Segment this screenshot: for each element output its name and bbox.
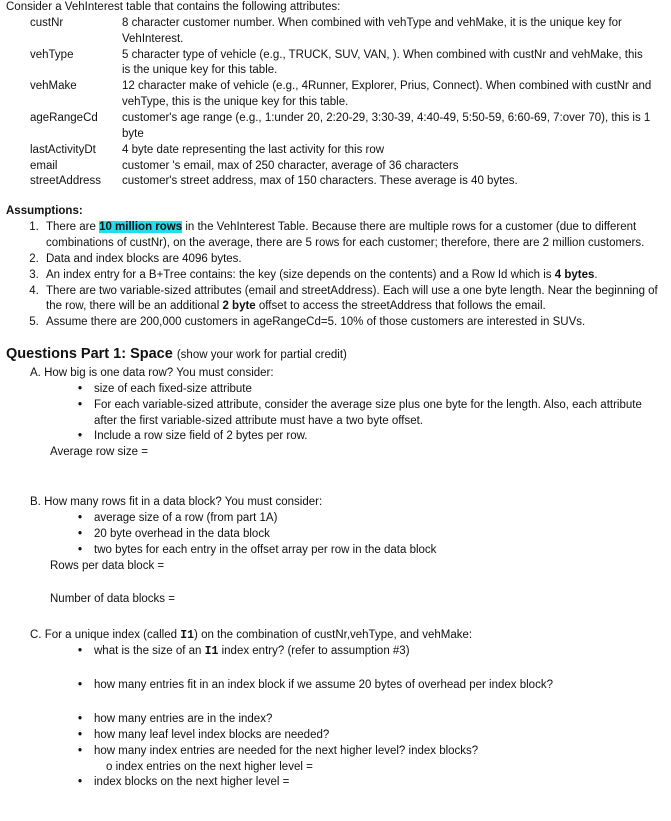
attribute-name: email [30,159,58,172]
bold-text: 2 byte [222,300,256,313]
list-item: • how many entries fit in an index block if we assume 20 bytes of overhead per index block? [94,678,666,694]
attribute-name: lastActivityDt [30,143,96,156]
attribute-row [30,79,652,111]
assumption-text: . [594,268,598,281]
part-b [30,495,666,608]
question-text: what is the size of an [94,645,205,658]
assumptions-heading: Assumptions: [6,205,83,218]
assumptions-list [6,220,666,331]
bold-text: 4 bytes [554,268,595,281]
attribute-desc: customer's age range (e.g., 1:under 20, 2:20-29, 3:30-39, 4:40-49, 5:50-59, 6:60-69, 7:over 70), this is 1 byte [122,112,651,140]
attribute-desc: 8 character customer number. When combined with vehType and vehMake, it is the unique key for VehInterest. [122,16,622,45]
part-c-list [30,775,666,791]
attribute-desc: 5 character type of vehicle (e.g., TRUCK, SUV, VAN, ). When combined with custNr and vehMake, this is the unique key for this table. [122,48,643,77]
attribute-row [30,16,652,48]
attribute-table [30,16,652,190]
part-b-list [30,511,666,559]
part-c [30,628,666,791]
list-item [94,644,666,660]
assumption-item: 2. Data and index blocks are 4096 bytes. [42,252,666,268]
part-c-heading [30,628,666,644]
list-item: • For each variable-sized attribute, consider the average size plus one byte for the length. Also, each attribute after the first variable-sized attribute must have a two byte offset. [94,398,666,430]
list-item: • Include a row size field of 2 bytes per row. [94,429,666,445]
list-item: • how many entries are in the index? [94,712,666,728]
index-name: I1 [180,629,195,643]
assumption-text: in the VehInterest Table. Because there are multiple rows for a customer (due to different combinations of custNr), on the average, there are 5 rows for each customer; therefore, there are 2 million customers. [46,221,645,250]
list-item: • index blocks on the next higher level = [94,775,666,791]
attribute-desc: customer's street address, max of 150 characters. These average is 40 bytes. [122,175,518,188]
assumption-text: offset to access the streetAddress that follows the email. [255,300,546,313]
part-c-list [30,712,666,760]
part-question-post: ) on the combination of custNr,vehType, and vehMake: [194,629,473,642]
assumption-item [42,220,666,252]
attribute-name: streetAddress [30,175,101,188]
document-page [6,0,666,791]
part-c-list [30,644,666,660]
attribute-name: custNr [30,16,64,29]
attribute-row [30,48,652,80]
number-of-data-blocks-answer: Number of data blocks = [50,593,175,606]
part-a-heading [30,366,666,382]
attribute-row [30,159,652,175]
part-a [30,366,666,461]
questions-subtitle: (show your work for partial credit) [176,349,347,362]
index-name: I1 [204,645,219,659]
list-item: • how many index entries are needed for the next higher level? index blocks? [94,744,666,760]
part-label: C. [30,629,42,642]
attribute-row [30,143,652,159]
part-question: How big is one data row? You must consider: [44,367,274,380]
attribute-name: vehMake [30,80,77,93]
attribute-desc: 4 byte date representing the last activity for this row [122,143,385,156]
attribute-name: vehType [30,48,74,61]
list-item: • two bytes for each entry in the offset array per row in the data block [94,543,666,559]
list-item: • 20 byte overhead in the data block [94,527,666,543]
assumption-item [42,284,666,316]
average-row-size-answer: Average row size = [50,446,148,459]
assumption-item [42,268,666,284]
part-b-heading [30,495,666,511]
attribute-name: ageRangeCd [30,112,98,125]
part-question: How many rows fit in a data block? You must consider: [44,496,323,509]
list-item: • how many leaf level index blocks are needed? [94,728,666,744]
attribute-desc: customer 's email, max of 250 character, average of 36 characters [122,159,459,172]
part-label: A. [30,367,41,380]
rows-per-block-answer: Rows per data block = [50,559,165,572]
assumption-text: An index entry for a B+Tree contains: the key (size depends on the contents) and a Row Id which is [46,268,555,281]
question-text: index entry? (refer to assumption #3) [218,645,410,658]
intro-text: Consider a VehInterest table that contains the following attributes: [6,1,341,13]
assumption-item: 5. Assume there are 200,000 customers in ageRangeCd=5. 10% of those customers are interested in SUVs. [42,315,666,331]
list-item: • size of each fixed-size attribute [94,382,666,398]
part-a-list [30,382,666,445]
part-label: B. [30,496,41,509]
part-c-list [30,678,666,694]
questions-heading [6,345,666,364]
assumption-text: There are [46,221,100,234]
sub-item: o index entries on the next higher level = [106,760,313,773]
list-item: • average size of a row (from part 1A) [94,511,666,527]
highlighted-text: 10 million rows [99,221,183,234]
attribute-desc: 12 character make of vehicle (e.g., 4Runner, Explorer, Prius, Connect). When combined with custNr and vehType, this is the unique key for this table. [122,80,652,109]
attribute-row [30,111,652,143]
attribute-row [30,174,652,190]
questions-title: Questions Part 1: Space [6,346,173,363]
assumption-text: There are two variable-sized attributes (email and streetAddress). Each will use a one byte length. Near the beginning of the row, there will be an additional [46,284,658,313]
part-question-pre: For a unique index (called [44,629,181,642]
